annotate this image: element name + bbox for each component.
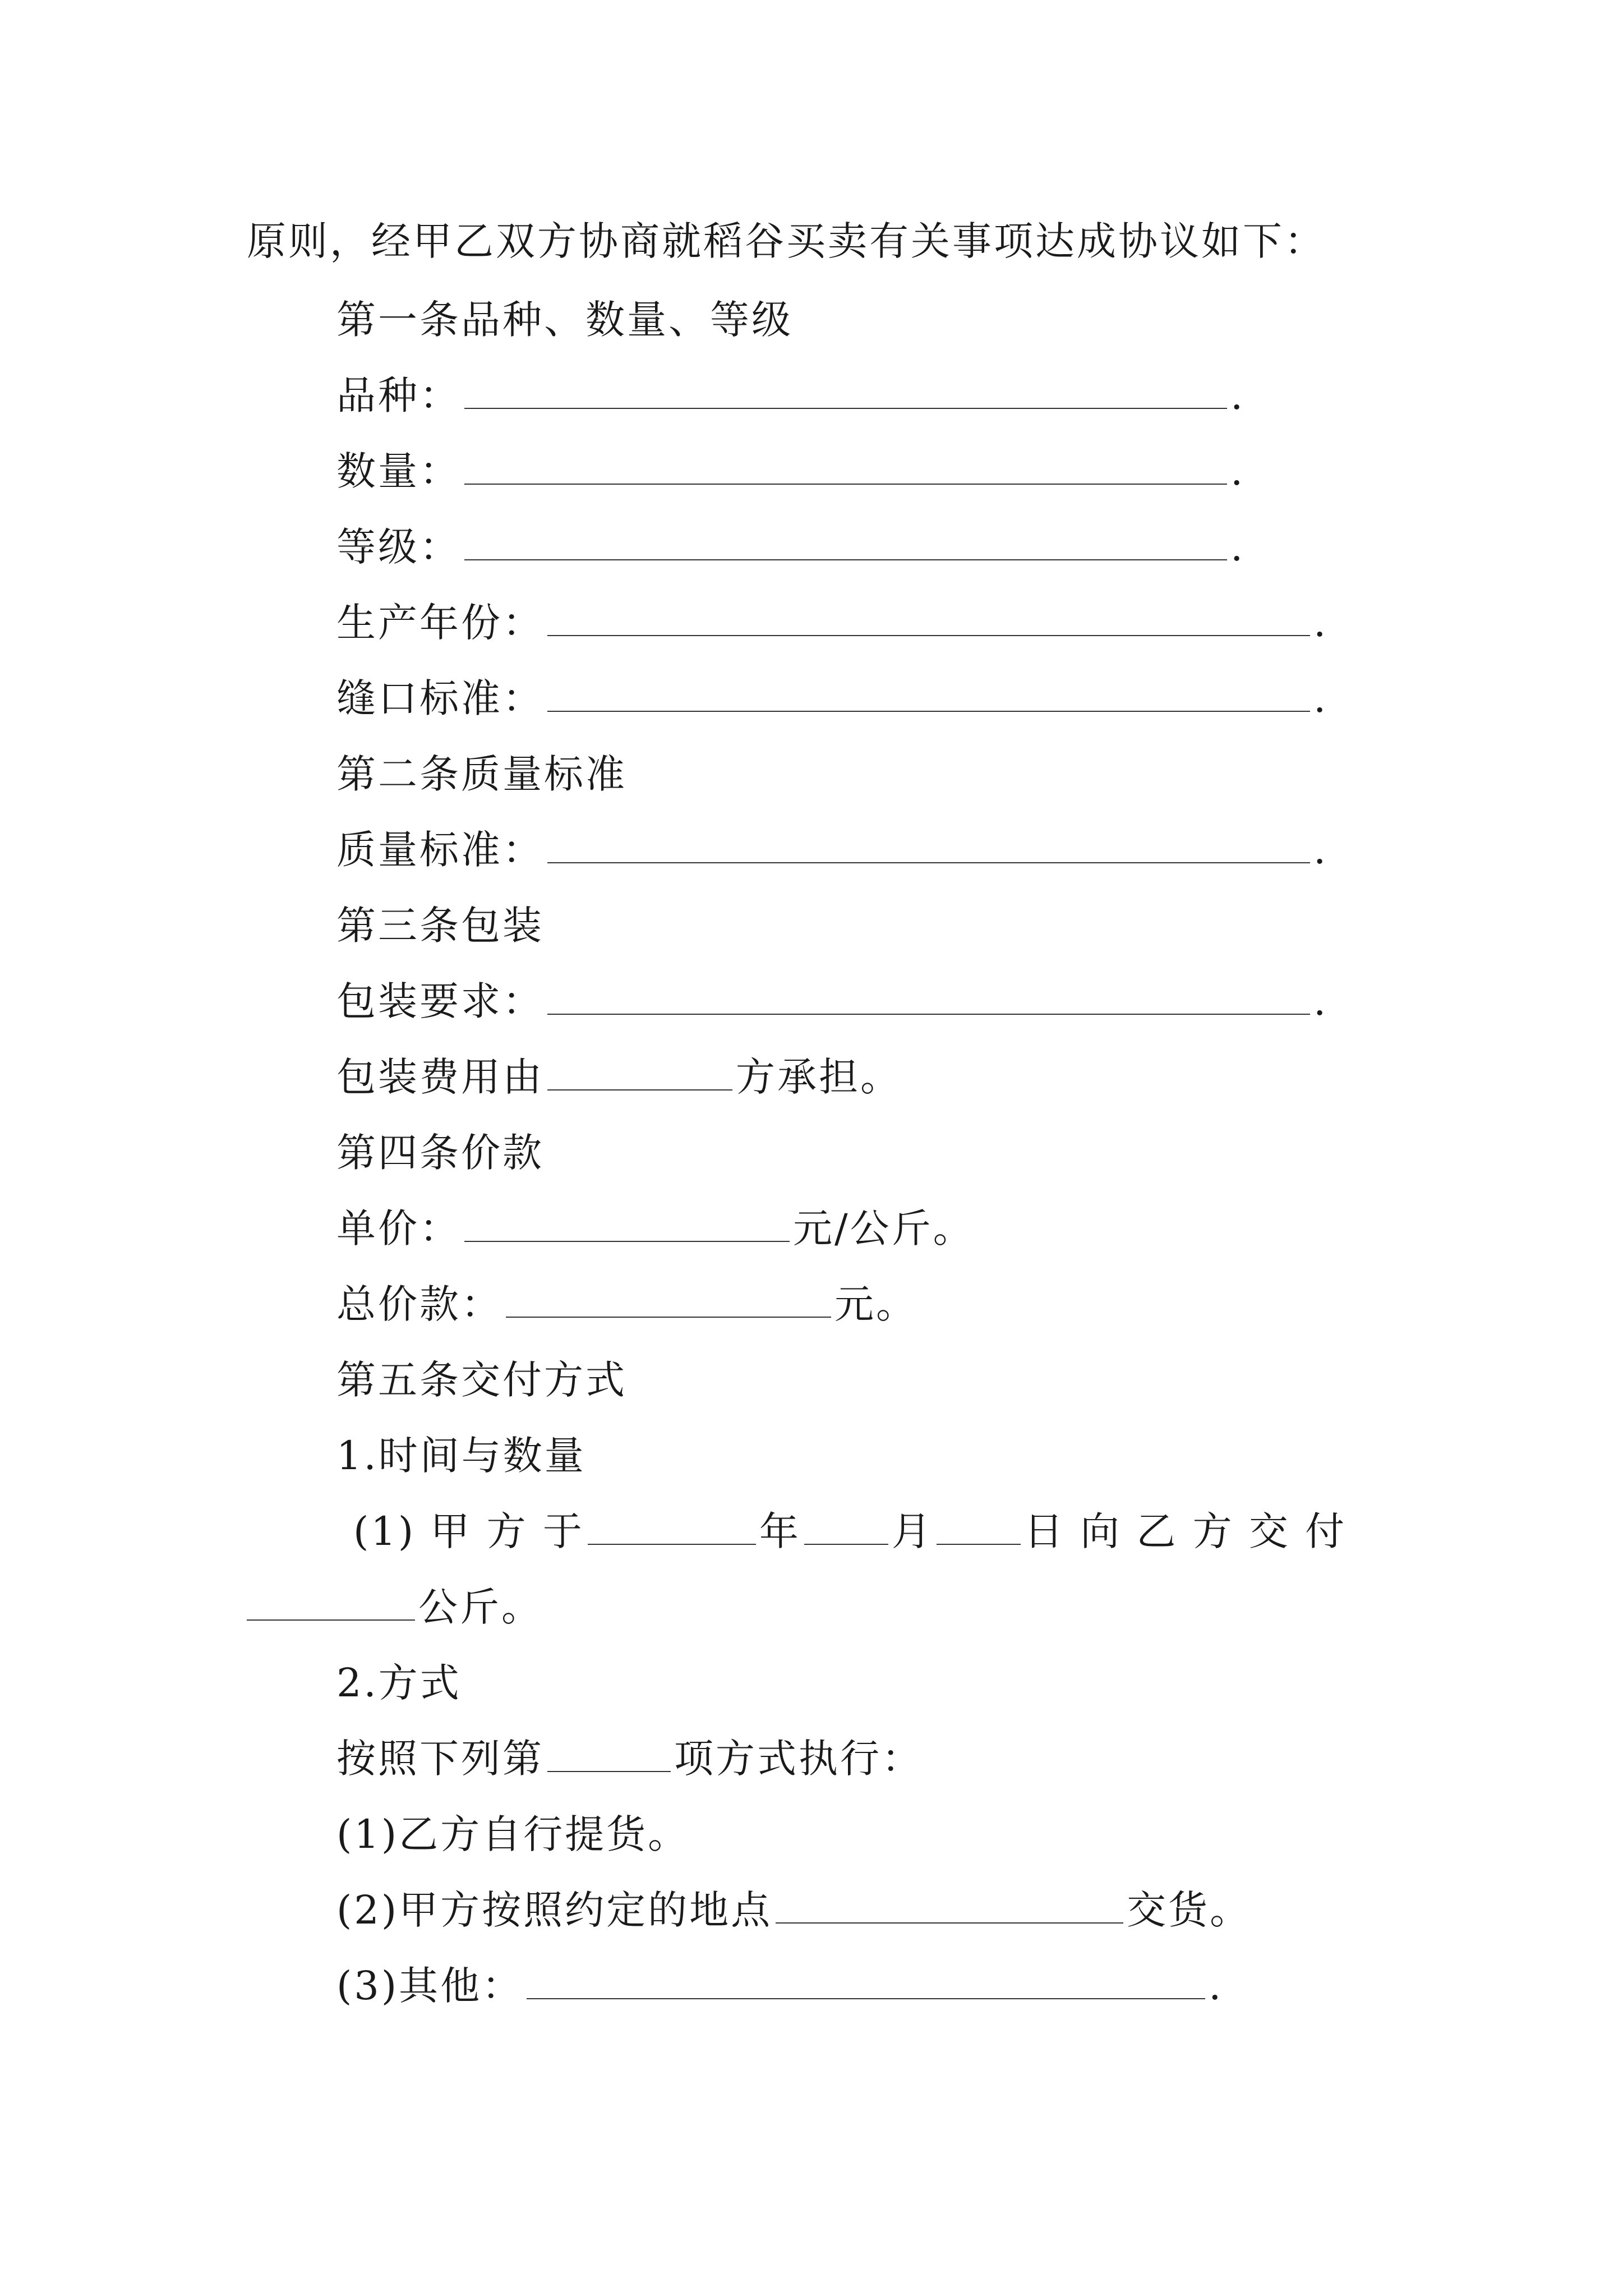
total-price-suffix: 元。 <box>834 1281 917 1327</box>
item1-prefix: (1) 甲 方 于 <box>353 1508 584 1554</box>
sack-standard-blank <box>547 673 1310 712</box>
option-1: (1)乙方自行提货。 <box>336 1811 690 1857</box>
quality-label: 质量标准： <box>336 827 544 873</box>
quantity-label: 数量： <box>336 448 461 494</box>
total-price-blank <box>506 1278 831 1318</box>
packing-blank <box>547 976 1310 1015</box>
time-quantity-heading: 1.时间与数量 <box>336 1433 586 1479</box>
article-4-heading: 第四条价款 <box>336 1130 544 1176</box>
grade-line <box>336 519 1245 575</box>
period: . <box>1230 372 1246 418</box>
item1-month-blank <box>804 1506 888 1545</box>
intro-paragraph: 原则，经甲乙双方协商就稻谷买卖有关事项达成协议如下： <box>247 218 1326 264</box>
period: . <box>1313 600 1329 646</box>
sack-standard-line <box>336 670 1328 726</box>
packing-fee-line <box>336 1049 902 1105</box>
grade-blank <box>464 521 1227 560</box>
year-blank <box>547 597 1310 636</box>
period: . <box>1230 524 1246 570</box>
period: . <box>1313 827 1329 873</box>
period: . <box>1313 675 1329 721</box>
packing-fee-suffix: 方承担。 <box>736 1054 902 1100</box>
opt3-blank <box>527 1960 1205 1999</box>
year-label: 生产年份： <box>336 600 544 646</box>
unit-price-blank <box>464 1203 790 1242</box>
opt2-blank <box>776 1884 1123 1924</box>
opt3-prefix: (3)其他： <box>336 1963 524 2009</box>
delivery-item-1-continuation <box>247 1579 543 1635</box>
option-3-line <box>336 1958 1223 2014</box>
exec-prefix: 按照下列第 <box>336 1736 544 1782</box>
article-5-heading: 第五条交付方式 <box>336 1357 627 1403</box>
item1-month: 月 <box>891 1508 933 1554</box>
period: . <box>1313 978 1329 1024</box>
item1-year: 年 <box>759 1508 801 1554</box>
item1-suffix: 公斤。 <box>418 1584 543 1630</box>
item1-quantity-blank <box>247 1581 415 1621</box>
quantity-line <box>336 443 1245 499</box>
variety-label: 品种： <box>336 372 461 418</box>
delivery-item-1-line <box>353 1503 1347 1559</box>
unit-price-label: 单价： <box>336 1205 461 1251</box>
method-heading: 2.方式 <box>336 1660 462 1706</box>
article-2-heading: 第二条质量标准 <box>336 751 627 797</box>
variety-line <box>336 367 1245 424</box>
unit-price-line <box>336 1200 975 1257</box>
article-1-heading: 第一条品种、数量、等级 <box>336 297 793 343</box>
quantity-blank <box>464 445 1227 485</box>
opt2-suffix: 交货。 <box>1127 1887 1252 1933</box>
quality-line <box>336 822 1328 878</box>
period: . <box>1209 1963 1224 2009</box>
total-price-line <box>336 1276 917 1332</box>
packing-fee-prefix: 包装费用由 <box>336 1054 544 1100</box>
packing-fee-blank <box>547 1051 732 1091</box>
opt2-prefix: (2)甲方按照约定的地点 <box>336 1887 773 1933</box>
article-3-heading: 第三条包装 <box>336 903 544 949</box>
item1-year-blank <box>588 1506 756 1545</box>
quality-blank <box>547 824 1310 863</box>
total-price-label: 总价款： <box>336 1281 502 1327</box>
unit-price-suffix: 元/公斤。 <box>793 1205 975 1251</box>
sack-standard-label: 缝口标准： <box>336 675 544 721</box>
variety-blank <box>464 370 1227 409</box>
item1-day: 日 向 乙 方 交 付 <box>1023 1508 1347 1554</box>
year-line <box>336 595 1328 651</box>
option-2-line <box>336 1882 1251 1938</box>
exec-blank <box>547 1733 671 1772</box>
exec-suffix: 项方式执行： <box>674 1736 923 1782</box>
execution-line <box>336 1731 923 1787</box>
grade-label: 等级： <box>336 524 461 570</box>
period: . <box>1230 448 1246 494</box>
packing-label: 包装要求： <box>336 978 544 1024</box>
packing-line <box>336 973 1328 1029</box>
item1-day-blank <box>937 1506 1021 1545</box>
